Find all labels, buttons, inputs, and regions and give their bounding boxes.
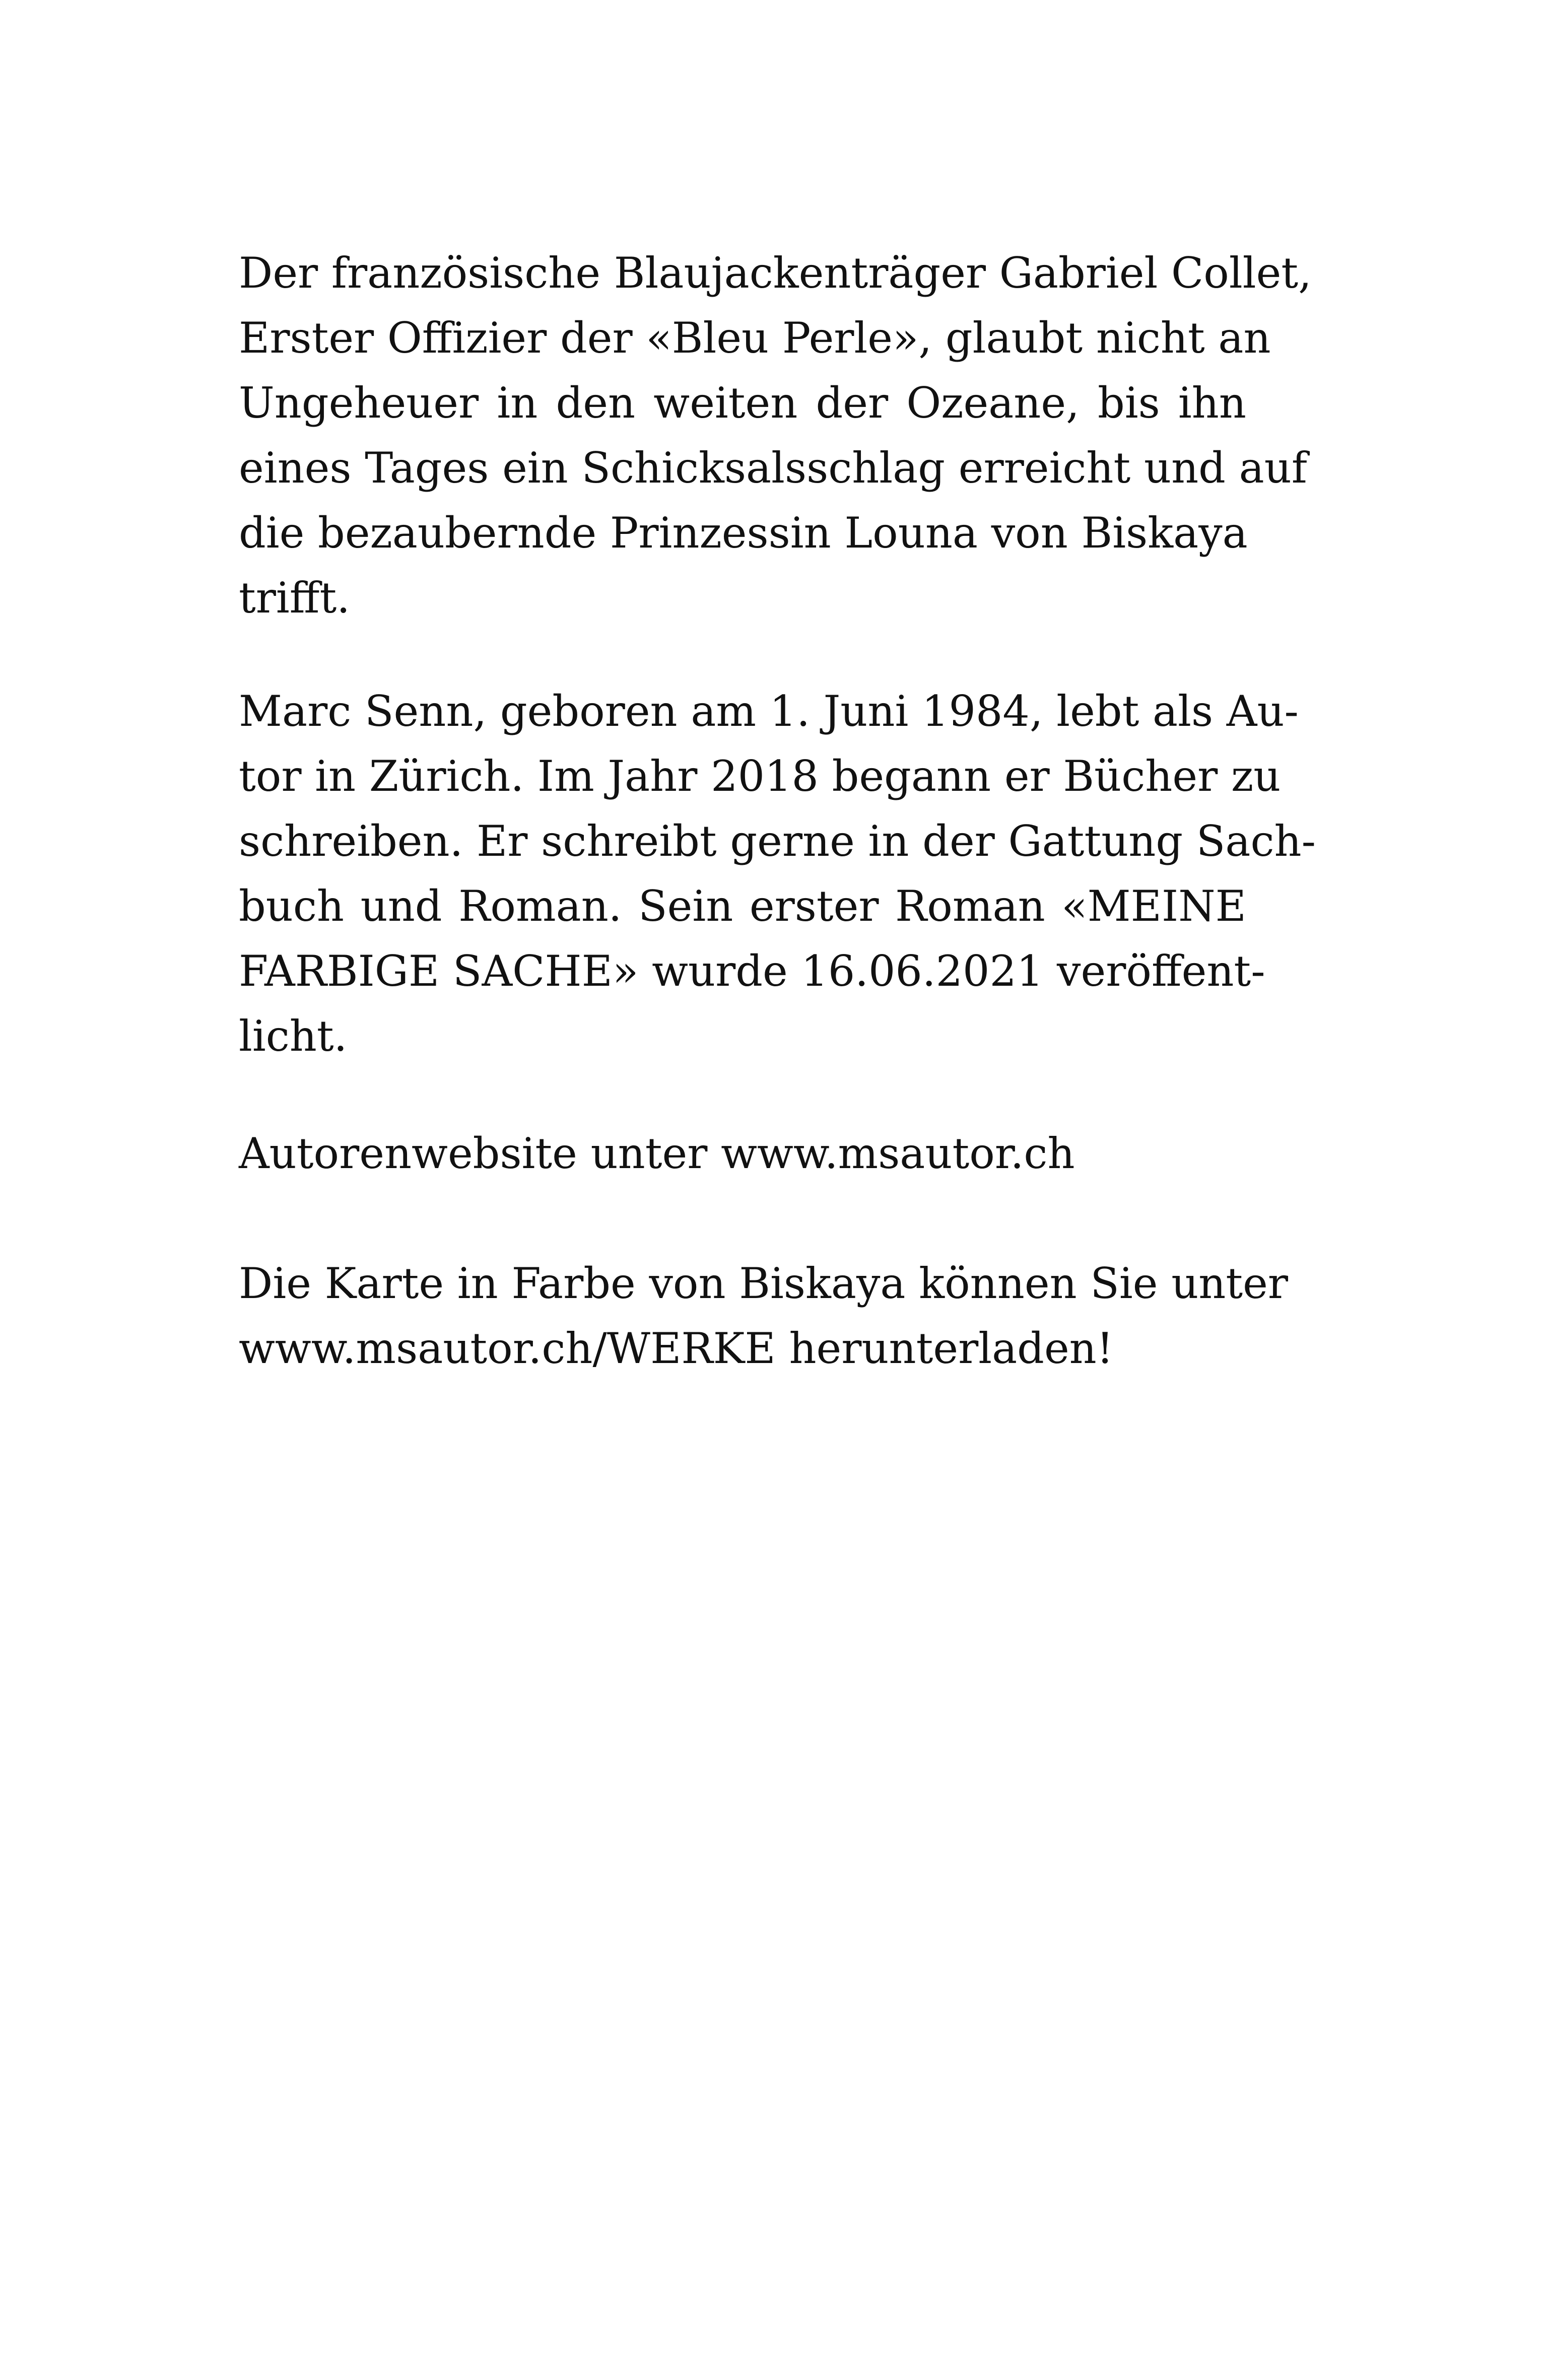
map-download-paragraph xyxy=(239,1251,1289,1381)
text-line: www.msautor.ch/WERKE herunterladen! xyxy=(239,1324,1114,1373)
website-paragraph xyxy=(239,1121,1246,1186)
text-line: licht. xyxy=(239,1011,348,1061)
text-line: Marc Senn, geboren am 1. Juni 1984, lebt als Au- xyxy=(239,687,1299,736)
text-line: buch und Roman. Sein erster Roman «MEINE xyxy=(239,881,1246,931)
text-line: schreiben. Er schreibt gerne in der Gattung Sach- xyxy=(239,817,1316,866)
text-line: Der französische Blaujackenträger Gabriel Collet, xyxy=(239,248,1312,298)
text-line: Erster Offizier der «Bleu Perle», glaubt nicht an xyxy=(239,313,1271,363)
text-line: trifft. xyxy=(239,573,350,623)
text-line: die bezaubernde Prinzessin Louna von Biskaya xyxy=(239,508,1248,558)
text-line: Ungeheuer in den weiten der Ozeane, bis ihn xyxy=(239,378,1246,428)
text-line: eines Tages ein Schicksalsschlag erreicht und auf xyxy=(239,443,1307,493)
text-line: Die Karte in Farbe von Biskaya können Sie unter xyxy=(239,1259,1289,1308)
author-bio-paragraph xyxy=(239,679,1316,1069)
website-line: Autorenwebsite unter www.msautor.ch xyxy=(239,1129,1075,1178)
synopsis-paragraph xyxy=(239,241,1312,631)
text-line: FARBIGE SACHE» wurde 16.06.2021 veröffent- xyxy=(239,946,1265,996)
text-line: tor in Zürich. Im Jahr 2018 begann er Bücher zu xyxy=(239,752,1281,801)
